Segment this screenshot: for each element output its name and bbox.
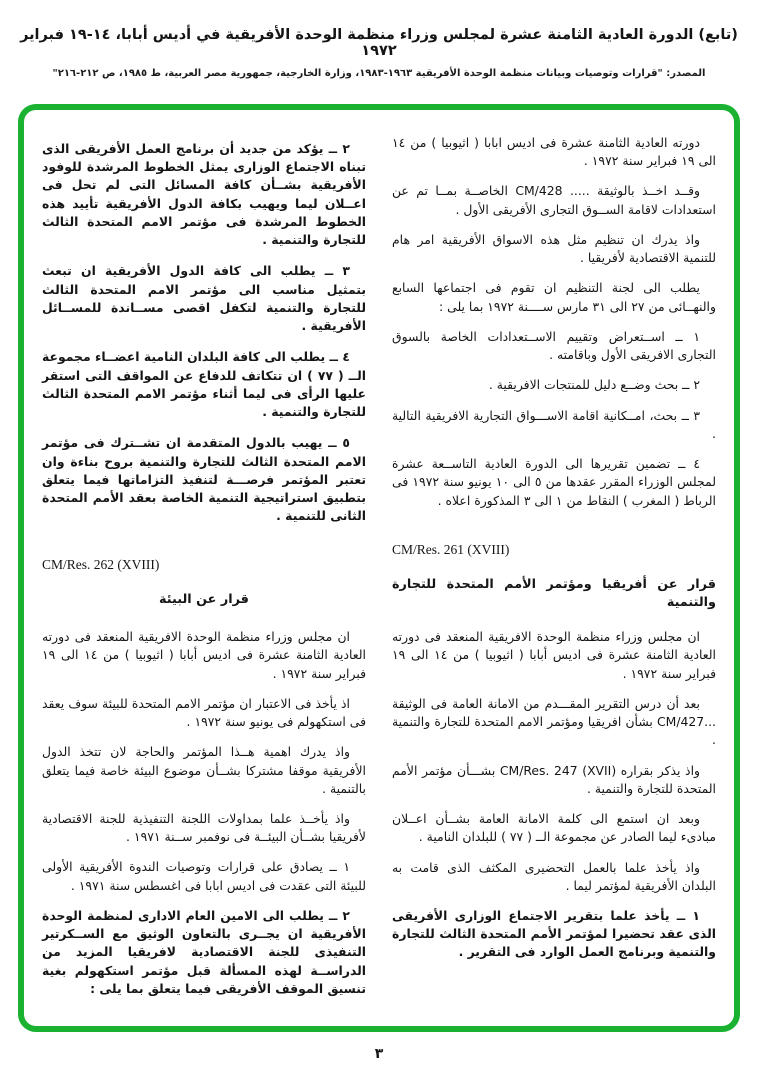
green-border-content-box — [18, 104, 740, 1032]
paragraph: واذ يدرك ان تنظيم مثل هذه الاسواق الأفريقية امر هام للتنمية الاقتصادية لأفريقيا . — [392, 231, 716, 266]
paragraph: اذ يأخذ فى الاعتبار ان مؤتمر الامم المتحدة للبيئة سوف يعقد فى استكهولم فى يونيو سنة ١٩٧٢ . — [42, 695, 366, 730]
list-item: ٥ ــ يهيب بالدول المتقدمة ان تشــترك فى مؤتمر الامم المتحدة الثالث للتجارة والتنمية بروح بناءة وان تعتبر المؤتمر فرصـــة لتنفيذ التزاماتها فيما يتعلق بتطبيق استراتيجية التنمية الخاصة بعقد الأمم المتحدة الثانى للتنمية . — [42, 435, 366, 524]
two-column-layout — [42, 134, 716, 1014]
list-item: ٤ ــ تضمين تقريرها الى الدورة العادية التاســعة عشرة لمجلس الوزراء المقرر عقدها من ٥ الى ١٠ يونيو سنة ١٩٧٢ فى الرباط ( المغرب ) النقاط من ١ الى ٣ المذكورة اعلاه . — [392, 456, 716, 508]
paragraph: ان مجلس وزراء منظمة الوحدة الافريقية المنعقد فى دورته العادية الثامنة عشرة فى اديس أبابا ( اثيوبيا ) من ١٤ الى ١٩ فبراير سنة ١٩٧٢ . — [42, 629, 366, 681]
paragraph: ان مجلس وزراء منظمة الوحدة الافريقية المنعقد فى دورته العادية الثامنة عشرة فى اديس أبابا ( اثيوبيا ) من ١٤ الى ١٩ فبراير سنة ١٩٧٢ . — [392, 629, 716, 681]
resolution-reference: CM/Res. 261 (XVIII) — [392, 541, 510, 557]
paragraph: واذ يأخــذ علما بمداولات اللجنة التنفيذية للجنة الاقتصادية لأفريقيا بشــأن البيئــة فى نوفمبر ســنة ١٩٧١ . — [42, 810, 366, 845]
list-item: ٢ ــ بحث وضــع دليل للمنتجات الافريقية . — [488, 377, 700, 393]
paragraph: واذ يأخذ علما بالعمل التحضيرى المكثف الذى قامت به البلدان الأفريقية لمؤتمر ليما . — [392, 859, 716, 893]
section-heading: قرار عن أفريقيا ومؤتمر الأمم المتحدة للتجارة والتنمية — [392, 576, 716, 611]
list-item: ٣ ــ يطلب الى كافة الدول الأفريقية ان تبعث بتمثيل مناسب الى مؤتمر الامم المتحدة الثالث للتجارة والتنمية لتكفل اقصى مســاندة للمســائل الأفريقية . — [42, 263, 366, 334]
paragraph: بعد أن درس التقرير المقـــدم من الامانة العامة فى الوثيقة ...CM/427 بشأن افريقيا ومؤتمر الامم المتحدة للتجارة والتنمية . — [392, 695, 716, 748]
paragraph: وقــد اخــذ بالوثيقة ..... CM/428 الخاصــة بمــا تم عن استعدادات لاقامة الســوق التجارى الأفريقى الأول . — [392, 183, 716, 217]
page-header — [0, 0, 758, 79]
list-item: ٢ ــ يطلب الى الامين العام الادارى لمنظمة الوحدة الأفريقية ان يجــرى بالتعاون الوثيق مع الســكرتير التنفيذى للجنة الاقتصادية لافريقيا المزيد من الدراســة لهذه المسألة قبل مؤتمر استكهولم بغية تنسيق الموقف الأفريقى فيما يتعلق بما يلى : — [42, 907, 366, 996]
section-heading: قرار عن البيئة — [159, 592, 249, 608]
column-right — [392, 134, 716, 1014]
header-source-note: المصدر: "قرارات وتوصيات وبيانات منظمة الوحدة الأفريقية ١٩٦٣-١٩٨٣، وزارة الخارجية، جمهورية مصر العربية، ط ١٩٨٥، ص ٢١٢-٢١٦" — [52, 68, 706, 79]
list-item: ٣ ــ بحث، امــكانية اقامة الاســـواق التجارية الافريقية التالية . — [392, 407, 716, 441]
list-item: ١ ــ اســتعراض وتقييم الاســتعدادات الخاصة بالسوق التجارى الافريقى الأول وباقامته . — [392, 328, 716, 363]
paragraph: دورته العادية الثامنة عشرة فى اديس ابابا ( اثيوبيا ) من ١٤ الى ١٩ فبراير سنة ١٩٧٢ . — [392, 135, 716, 169]
paragraph: يطلب الى لجنة التنظيم ان تقوم فى اجتماعها السابع والنهــائى من ٢٧ الى ٣١ مارس ســــنة ١٩٧٢ بما يلى : — [392, 280, 716, 314]
page-number: ٣ — [374, 1046, 384, 1062]
header-title: (تابع) الدورة العادية الثامنة عشرة لمجلس وزراء منظمة الوحدة الأفريقية في أديس أبابا، ١٤-١٩ فبراير ١٩٧٢ — [20, 27, 738, 59]
list-item: ٢ ــ يؤكد من جديد أن برنامج العمل الأفريقى الذى تبناه الاجتماع الوزارى يمثل الخطوط المرشدة للوفود الأفريقية بشــأن كافة المسائل التى لم تحل فى اعــلان ليما ويهيب بكافة الدول الأفريقية تأييد هذه الخطوط المرشدة فى مؤتمر الامم المتحدة الثالث للتجارة والتنمية . — [42, 141, 366, 248]
paragraph: وبعد ان استمع الى كلمة الامانة العامة بشــأن اعــلان مبادىء ليما الصادر عن مجموعة الــ ( ٧٧ ) للبلدان النامية . — [392, 811, 716, 845]
column-left — [42, 134, 366, 1014]
paragraph: واذ يدرك اهمية هــذا المؤتمر والحاجة لان تتخذ الدول الأفريقية موقفا مشتركا بشــأن موضوع البيئة خاصة فيما يتعلق بالتنمية . — [42, 744, 366, 796]
list-item: ١ ــ يصادق على قرارات وتوصيات الندوة الأفريقية الأولى للبيئة التى عقدت فى اديس ابابا فى اغسطس سنة ١٩٧١ . — [42, 859, 366, 893]
resolution-reference: CM/Res. 262 (XVIII) — [42, 557, 160, 573]
list-item: ١ ــ يأخذ علما بتقرير الاجتماع الوزارى الأفريقى الذى عقد تحضيرا لمؤتمر الأمم المتحدة الثالث للتجارة والتنمية وبرنامج العمل الوارد فى التقرير . — [392, 908, 716, 960]
list-item: ٤ ــ يطلب الى كافة البلدان النامية اعضــاء مجموعة الــ ( ٧٧ ) ان تتكاتف للدفاع عن المواقف التى استقر عليها الرأى فى ليما أثناء مؤتمر الامم المتحدة الثالث للتجارة والتنمية . — [42, 349, 366, 420]
paragraph: واذ يذكر بقراره CM/Res. 247 (XVII) بشـــأن مؤتمر الأمم المتحدة للتجارة والتنمية . — [392, 762, 716, 796]
